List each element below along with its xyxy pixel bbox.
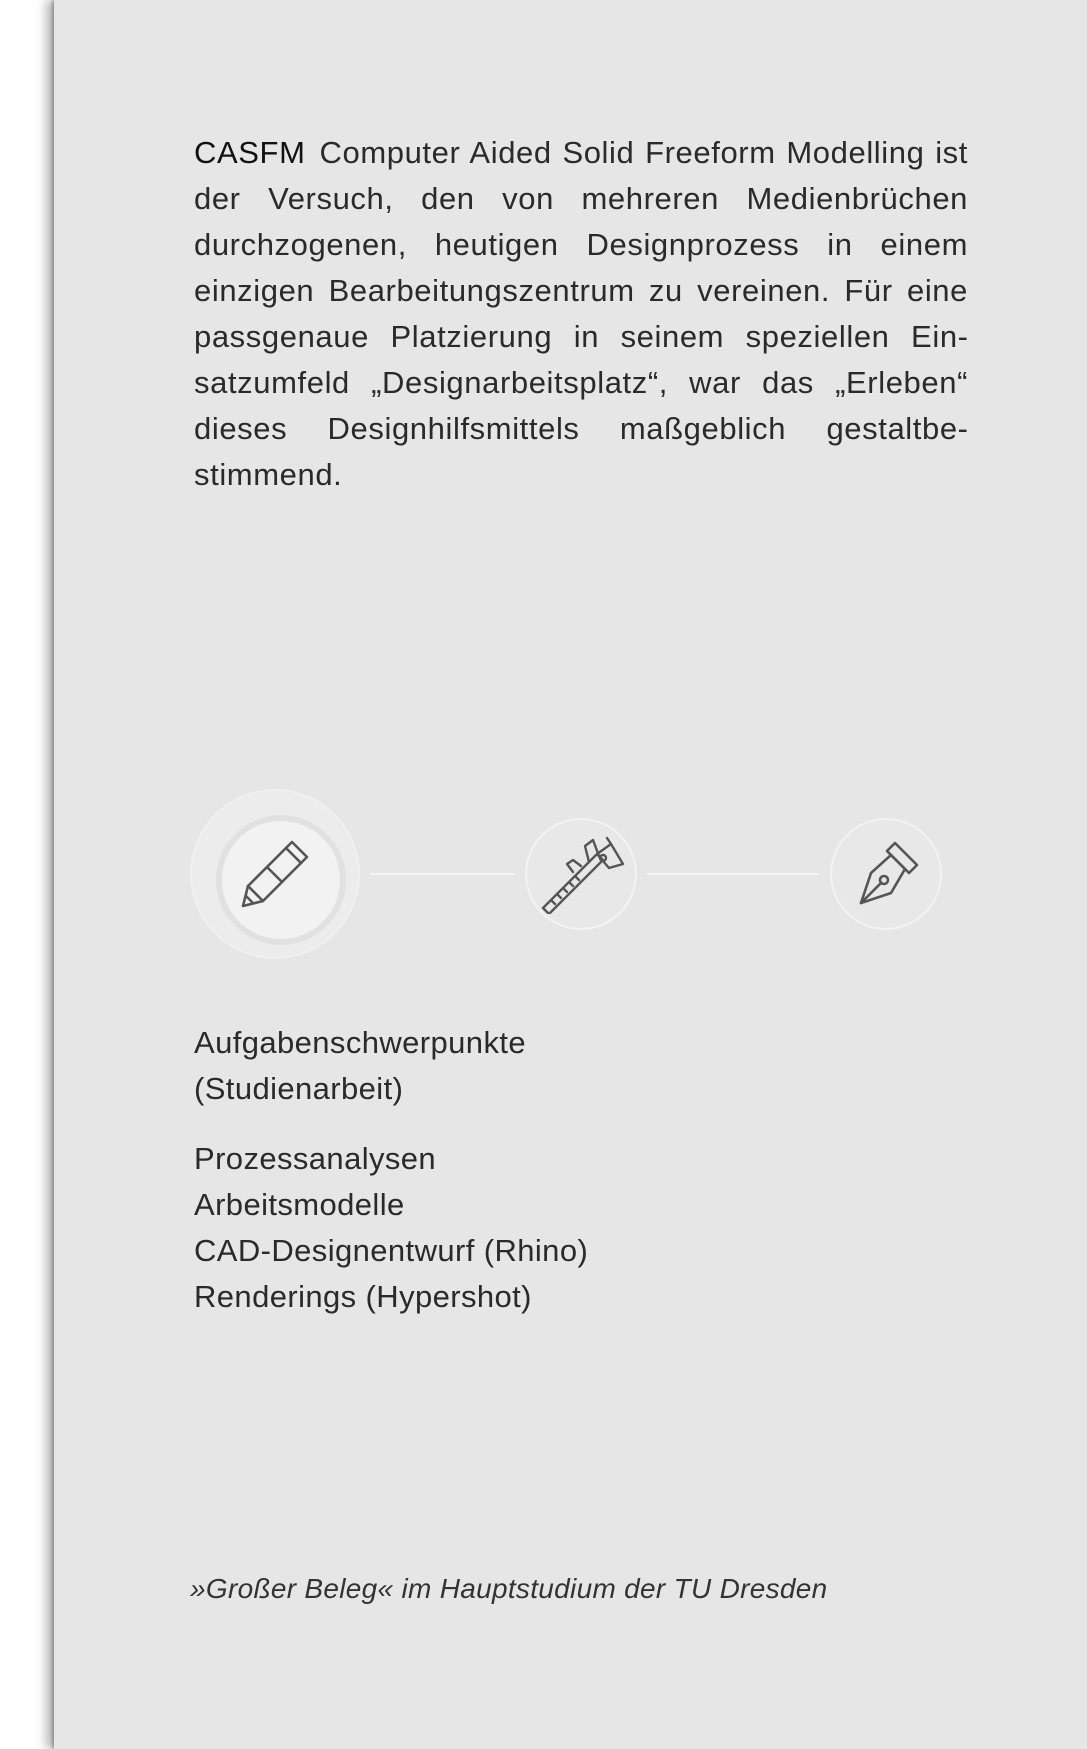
process-steps (190, 789, 950, 961)
intro-paragraph (194, 130, 968, 498)
task-focus (194, 1020, 588, 1320)
task-item: Prozessanalysen (194, 1141, 437, 1176)
step-connector (647, 873, 819, 875)
page-panel (54, 0, 1087, 1749)
task-item: Renderings (Hypershot) (194, 1279, 532, 1314)
footnote: »Großer Beleg« im Hauptstudium der TU Dresden (190, 1573, 828, 1604)
project-acronym: CASFM (194, 135, 306, 170)
caliper-icon (537, 834, 625, 914)
step-connector (370, 873, 515, 875)
intro-text: Computer Aided Solid Freeform Modelling ist der Versuch, den von mehreren Medienbrüchen durchzogenen, heutigen Designprozess in einem einzigen Bearbeitungszentrum zu vereinen. Für eine passgenaue Platzierung in seinem speziellen Einsatzumfeld „Designarbeitsplatz“, war das „Erleben“ dieses Designhilfsmittels maßgeblich gestaltbestimmend. (194, 135, 968, 492)
step-sketch[interactable] (190, 789, 360, 959)
step-measure[interactable] (525, 818, 637, 930)
pencil-icon (237, 836, 313, 912)
task-item: CAD-Designentwurf (Rhino) (194, 1233, 589, 1268)
task-subheading: (Studienarbeit) (194, 1071, 404, 1106)
step-finalize[interactable] (830, 818, 942, 930)
task-list (194, 1136, 588, 1320)
task-item: Arbeitsmodelle (194, 1187, 405, 1222)
task-heading: Aufgabenschwerpunkte (194, 1025, 527, 1060)
fountain-pen-nib-icon (851, 839, 921, 909)
